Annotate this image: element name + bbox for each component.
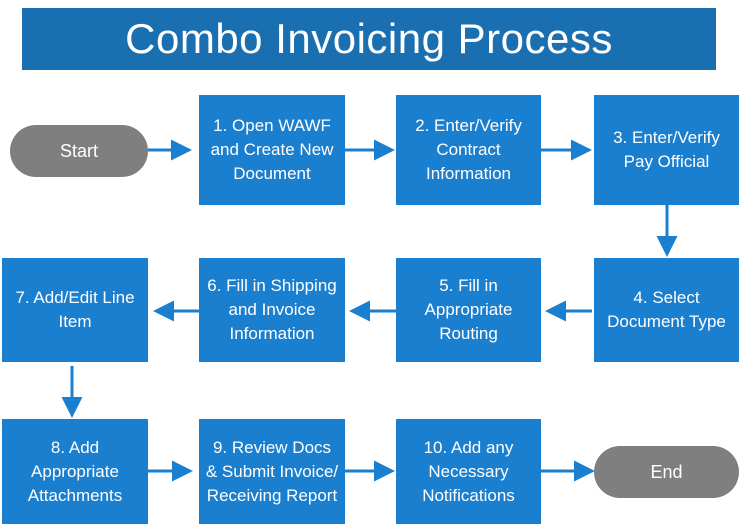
node-end[interactable] — [594, 446, 739, 498]
node-step8[interactable] — [2, 419, 148, 524]
node-start-label: Start — [59, 140, 98, 161]
node-step10[interactable] — [396, 419, 541, 524]
node-end-label: End — [650, 461, 683, 482]
node-step3-label: 3. Enter/Verify Pay Official — [613, 128, 720, 171]
node-step4[interactable] — [594, 258, 739, 362]
node-step10-label: 10. Add any Necessary Notifications — [422, 437, 515, 505]
node-step6[interactable] — [199, 258, 345, 362]
node-step2[interactable] — [396, 95, 541, 205]
node-step9-label: 9. Review Docs & Submit Invoice/ Receiving Report — [205, 437, 339, 505]
node-step7[interactable] — [2, 258, 148, 362]
node-start[interactable] — [10, 125, 148, 177]
node-step2-label: 2. Enter/Verify Contract Information — [415, 116, 522, 183]
node-step6-label: 6. Fill in Shipping and Invoice Information — [207, 276, 337, 343]
node-step5[interactable] — [396, 258, 541, 362]
node-step8-label: 8. Add Appropriate Attachments — [27, 437, 123, 505]
node-step3[interactable] — [594, 95, 739, 205]
node-step7-label: 7. Add/Edit Line Item — [15, 288, 135, 331]
node-step5-label: 5. Fill in Appropriate Routing — [424, 276, 513, 343]
node-step1[interactable] — [199, 95, 345, 205]
node-step1-label: 1. Open WAWF and Create New Document — [210, 116, 334, 183]
node-step9[interactable] — [199, 419, 345, 524]
page-title: Combo Invoicing Process — [125, 15, 613, 62]
diagram-title-banner — [22, 8, 716, 70]
node-step4-label: 4. Select Document Type — [607, 288, 726, 331]
